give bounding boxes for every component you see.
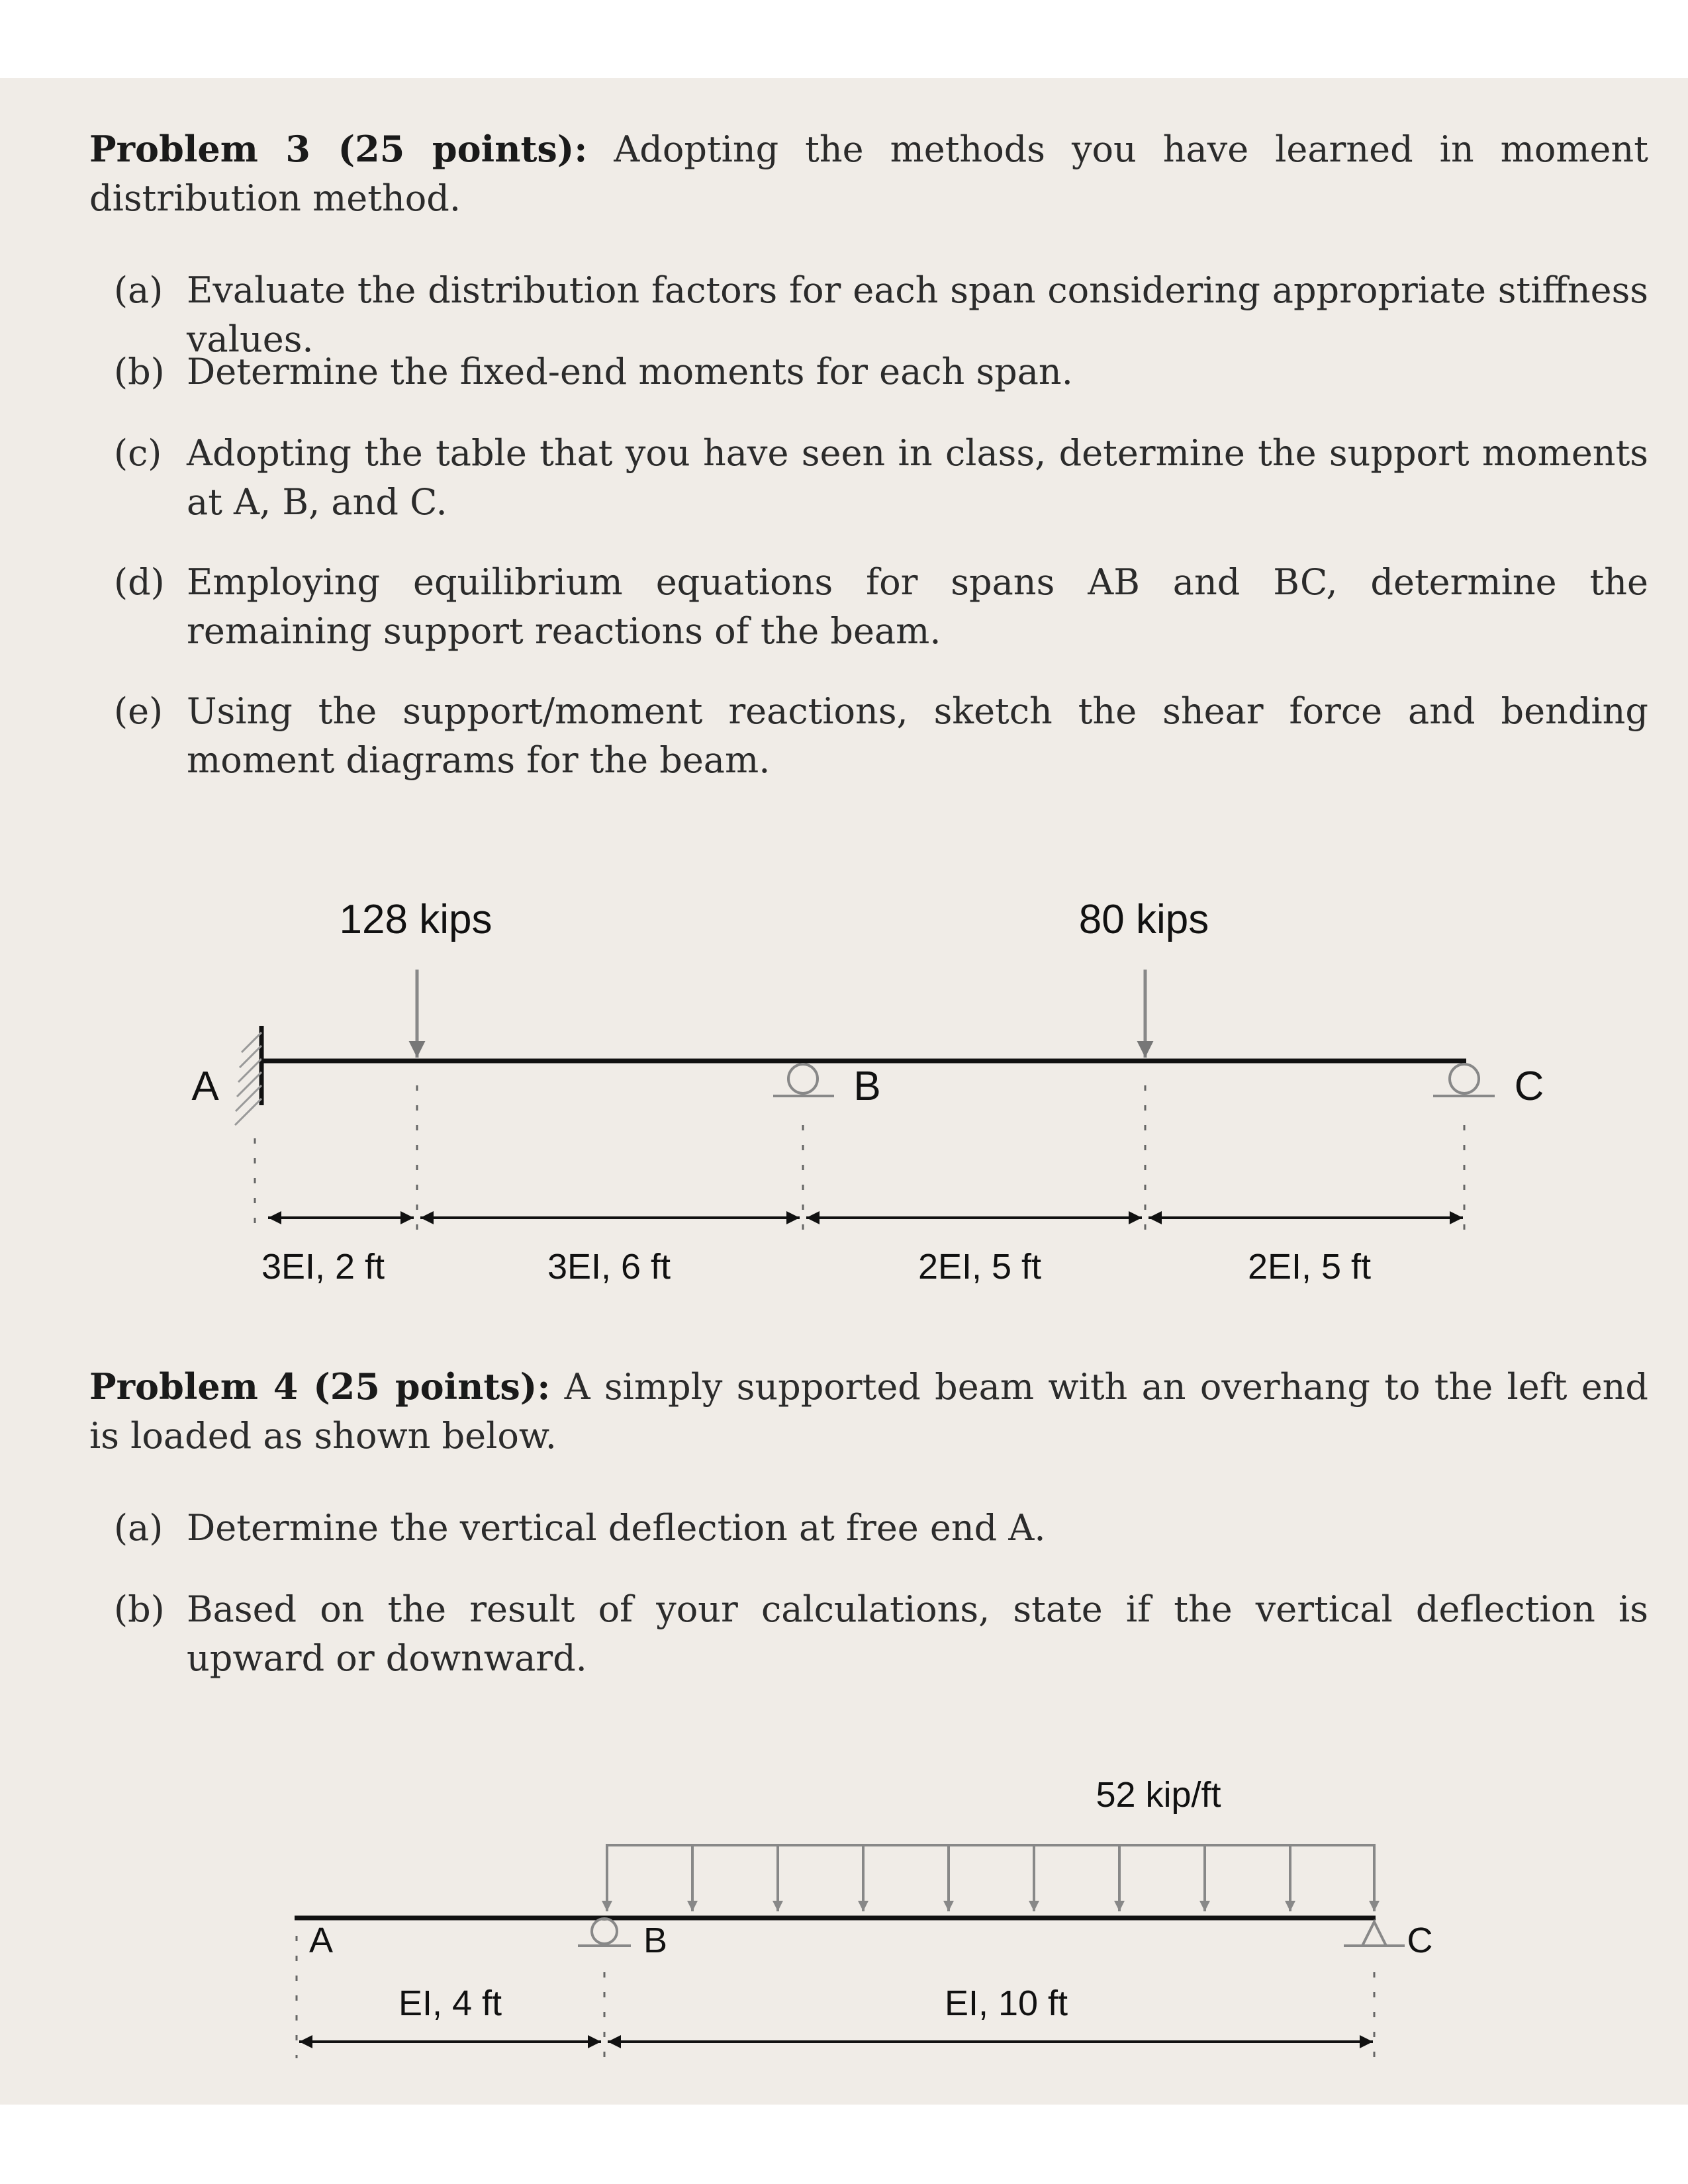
problem3-item-b [114,347,1648,396]
item-text: Determine the vertical deflection at free end A. [187,1507,1046,1549]
support-b-label: B [853,1064,881,1109]
problem3-item-d [114,558,1648,656]
item-text: Using the support/moment reactions, sketch the shear force and bending moment diagrams for the beam. [187,690,1648,781]
item-label: (b) [114,1588,165,1630]
problem4-description: A simply supported beam with an overhang to the left end is loaded as shown below. [89,1366,1648,1457]
item-label: (b) [114,351,165,392]
point-a-label: A [308,1921,334,1960]
problem3-item-e [114,687,1648,785]
load-128-label: 128 kips [339,897,492,942]
item-text: Adopting the table that you have seen in class, determine the support moments at A, B, and C. [187,432,1648,523]
item-label: (a) [114,269,164,311]
problem3-title: Problem 3 (25 points): [89,128,588,170]
item-text: Employing equilibrium equations for spans AB and BC, determine the remaining support reactions of the beam. [187,561,1648,652]
segment-2-label: EI, 10 ft [944,1983,1068,2023]
problem3-description: Adopting the methods you have learned in moment distribution method. [89,128,1648,219]
support-a-label: A [191,1064,219,1109]
problem4-heading [89,1362,1648,1461]
segment-4-label: 2EI, 5 ft [1247,1247,1372,1287]
problem3-item-c [114,429,1648,527]
item-label: (e) [114,690,164,732]
segment-1-label: EI, 4 ft [398,1983,502,2023]
load-80-label: 80 kips [1078,897,1209,942]
segment-2-label: 3EI, 6 ft [547,1247,671,1287]
point-b-label: B [643,1921,668,1960]
problem3-heading [89,124,1648,223]
item-label: (d) [114,561,165,603]
item-text: Determine the fixed-end moments for each span. [187,351,1073,392]
problem4-item-b [114,1585,1648,1683]
item-text: Evaluate the distribution factors for each span considering appropriate stiffness values. [187,269,1648,360]
item-text: Based on the result of your calculations, state if the vertical deflection is upward or downward. [187,1588,1648,1679]
item-label: (c) [114,432,162,474]
point-c-label: C [1407,1921,1433,1960]
segment-3-label: 2EI, 5 ft [917,1247,1042,1287]
problem4-title: Problem 4 (25 points): [89,1365,551,1408]
problem4-item-a [114,1504,1648,1553]
item-label: (a) [114,1507,164,1549]
segment-1-label: 3EI, 2 ft [261,1247,385,1287]
distributed-load-label: 52 kip/ft [1096,1775,1221,1815]
support-c-label: C [1514,1064,1544,1109]
